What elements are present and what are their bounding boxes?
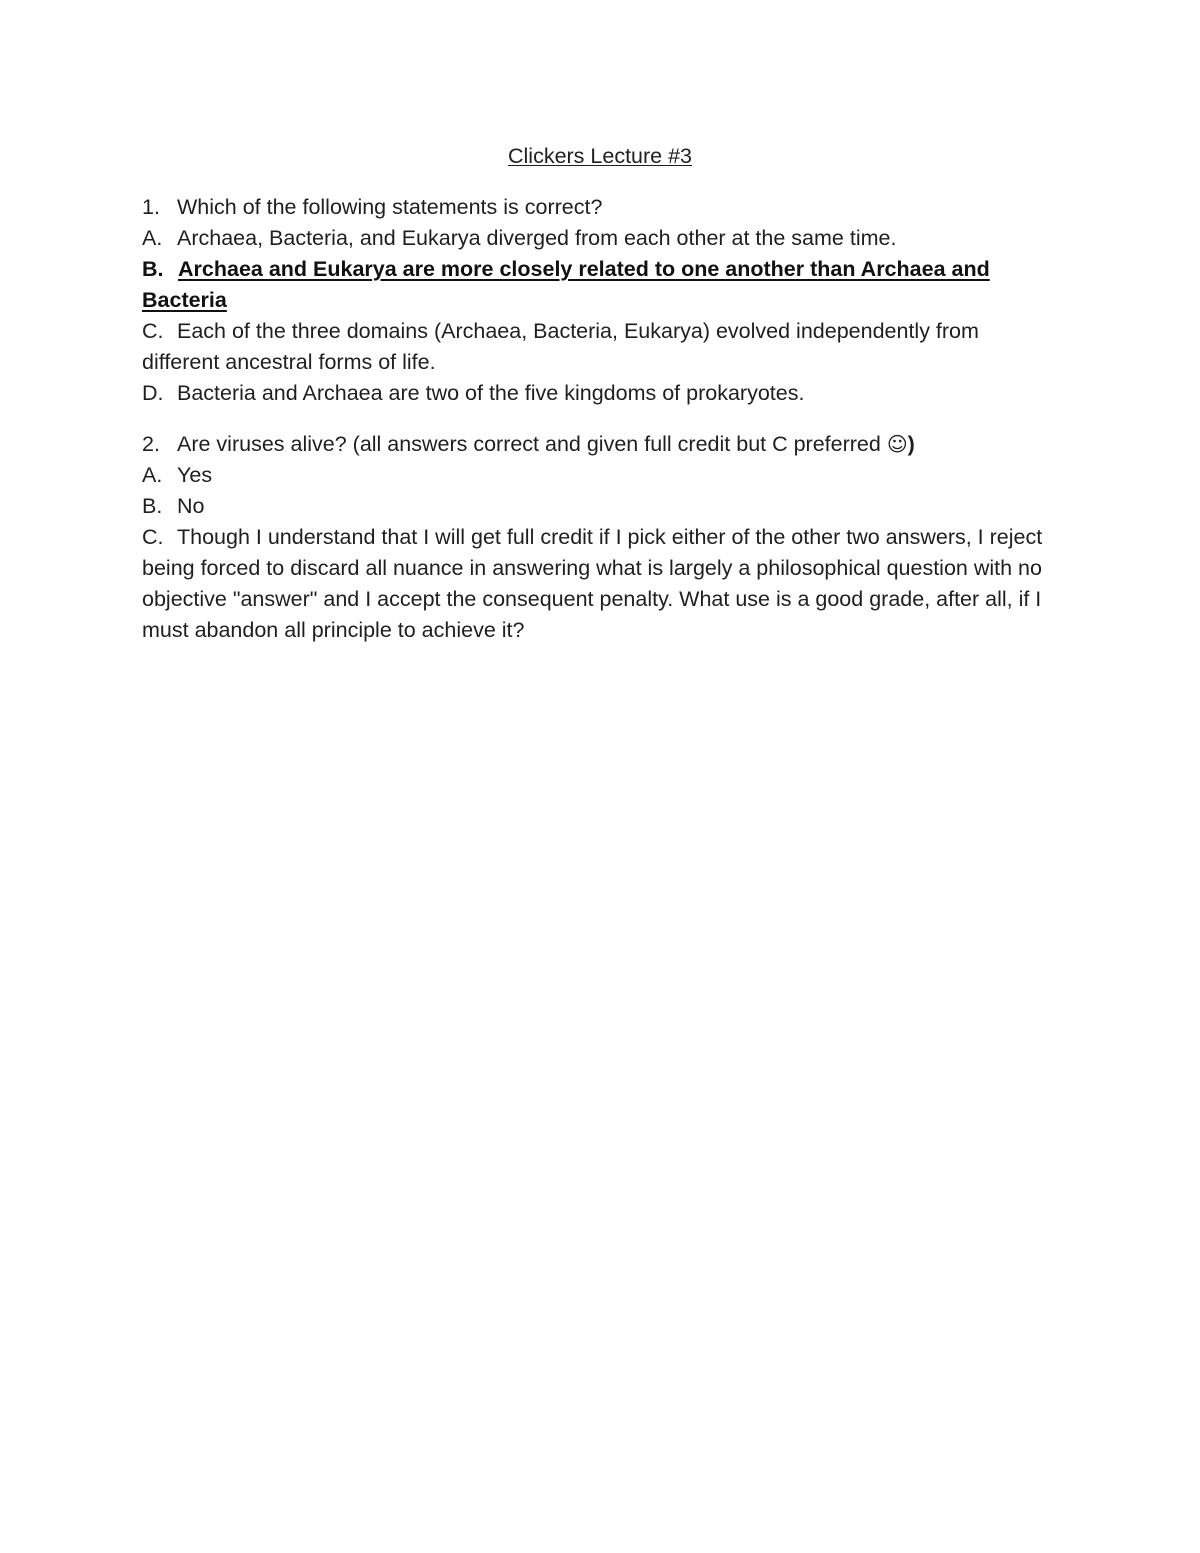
question-2-option-a <box>142 460 1062 491</box>
question-1 <box>142 192 1062 223</box>
option-label: B. <box>142 494 163 518</box>
option-label: B. <box>142 257 164 281</box>
question-2-prompt: Are viruses alive? (all answers correct and given full credit but C preferred <box>177 432 887 456</box>
question-1-option-a <box>142 223 1062 254</box>
option-label: A. <box>142 226 163 250</box>
option-label: A. <box>142 463 163 487</box>
option-text: Archaea, Bacteria, and Eukarya diverged from each other at the same time. <box>177 226 897 250</box>
spacer <box>142 409 1062 429</box>
question-2 <box>142 429 1062 460</box>
question-1-option-c <box>142 316 1062 378</box>
option-text: Though I understand that I will get full credit if I pick either of the other two answers, I reject being forced to discard all nuance in answering what is largely a philosophical question with no objective "answer" and I accept the consequent penalty. What use is a good grade, after all, if I must abandon all principle to achieve it? <box>142 525 1043 642</box>
question-2-number: 2. <box>142 432 160 456</box>
option-text: Archaea and Eukarya are more closely related to one another than Archaea and Bacteria <box>142 257 990 312</box>
question-2-option-c <box>142 522 1062 646</box>
question-2-close-paren: ) <box>907 432 915 456</box>
smiley-icon: ☺ <box>886 432 908 456</box>
option-text: No <box>177 494 205 518</box>
question-1-prompt: Which of the following statements is correct? <box>177 195 603 219</box>
option-label: C. <box>142 525 164 549</box>
option-label: D. <box>142 381 164 405</box>
page-title: Clickers Lecture #3 <box>507 144 693 168</box>
option-text: Yes <box>177 463 213 487</box>
question-1-number: 1. <box>142 195 160 219</box>
question-1-option-b-correct-answer <box>142 254 1062 316</box>
option-text: Each of the three domains (Archaea, Bacteria, Eukarya) evolved independently from different ancestral forms of life. <box>142 319 979 374</box>
option-label: C. <box>142 319 164 343</box>
option-text: Bacteria and Archaea are two of the five kingdoms of prokaryotes. <box>177 381 805 405</box>
question-1-option-d <box>142 378 1062 409</box>
document-body <box>142 192 1062 646</box>
question-2-option-b <box>142 491 1062 522</box>
